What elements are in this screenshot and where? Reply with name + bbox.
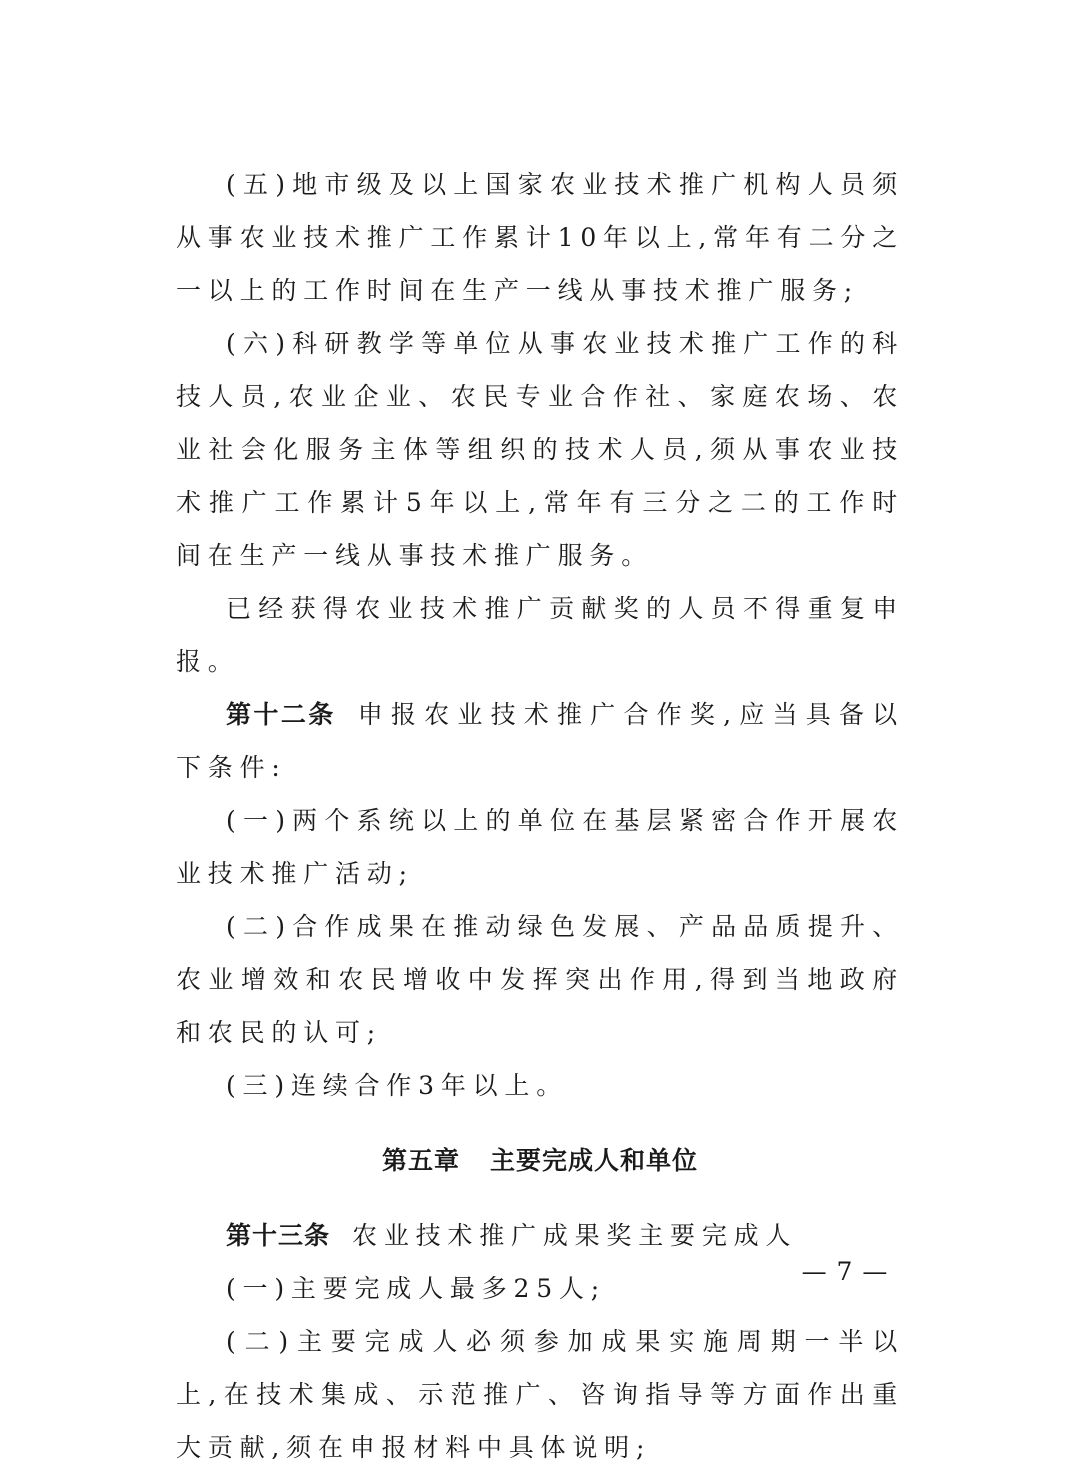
article-13-item-2: (二)主要完成人必须参加成果实施周期一半以上,在技术集成、示范推广、咨询指导等方面作出重大贡献,须在申报材料中具体说明; xyxy=(176,1327,904,1462)
paragraph-item-6: (六)科研教学等单位从事农业技术推广工作的科技人员,农业企业、农民专业合作社、家庭农场、农业社会化服务主体等组织的技术人员,须从事农业技术推广工作累计5年以上,常年有三分之二的工作时间在生产一线从事技术推广服务。 xyxy=(176,329,904,570)
article-12-item-1: (一)两个系统以上的单位在基层紧密合作开展农业技术推广活动; xyxy=(176,806,904,888)
page-number: — 7 — xyxy=(801,1257,889,1286)
article-12-heading: 第十二条 xyxy=(226,700,336,729)
chapter-number: 第五章 xyxy=(381,1146,460,1175)
paragraph-no-repeat-note: 已经获得农业技术推广贡献奖的人员不得重复申报。 xyxy=(176,594,904,676)
article-13-item-1: (一)主要完成人最多25人; xyxy=(226,1274,606,1303)
chapter-title: 主要完成人和单位 xyxy=(490,1146,699,1175)
chapter-heading xyxy=(176,1134,904,1187)
article-12: 第十二条 申报农业技术推广合作奖,应当具备以下条件: xyxy=(176,700,904,782)
article-12-item-2: (二)合作成果在推动绿色发展、产品品质提升、农业增效和农民增收中发挥突出作用,得到当地政府和农民的认可; xyxy=(176,912,904,1047)
article-12-item-3: (三)连续合作3年以上。 xyxy=(226,1071,569,1100)
article-13: 第十三条 农业技术推广成果奖主要完成人 xyxy=(226,1221,798,1250)
paragraph-item-5: (五)地市级及以上国家农业技术推广机构人员须从事农业技术推广工作累计10年以上,常年有二分之一以上的工作时间在生产一线从事技术推广服务; xyxy=(176,170,904,305)
article-13-heading: 第十三条 xyxy=(226,1221,331,1250)
